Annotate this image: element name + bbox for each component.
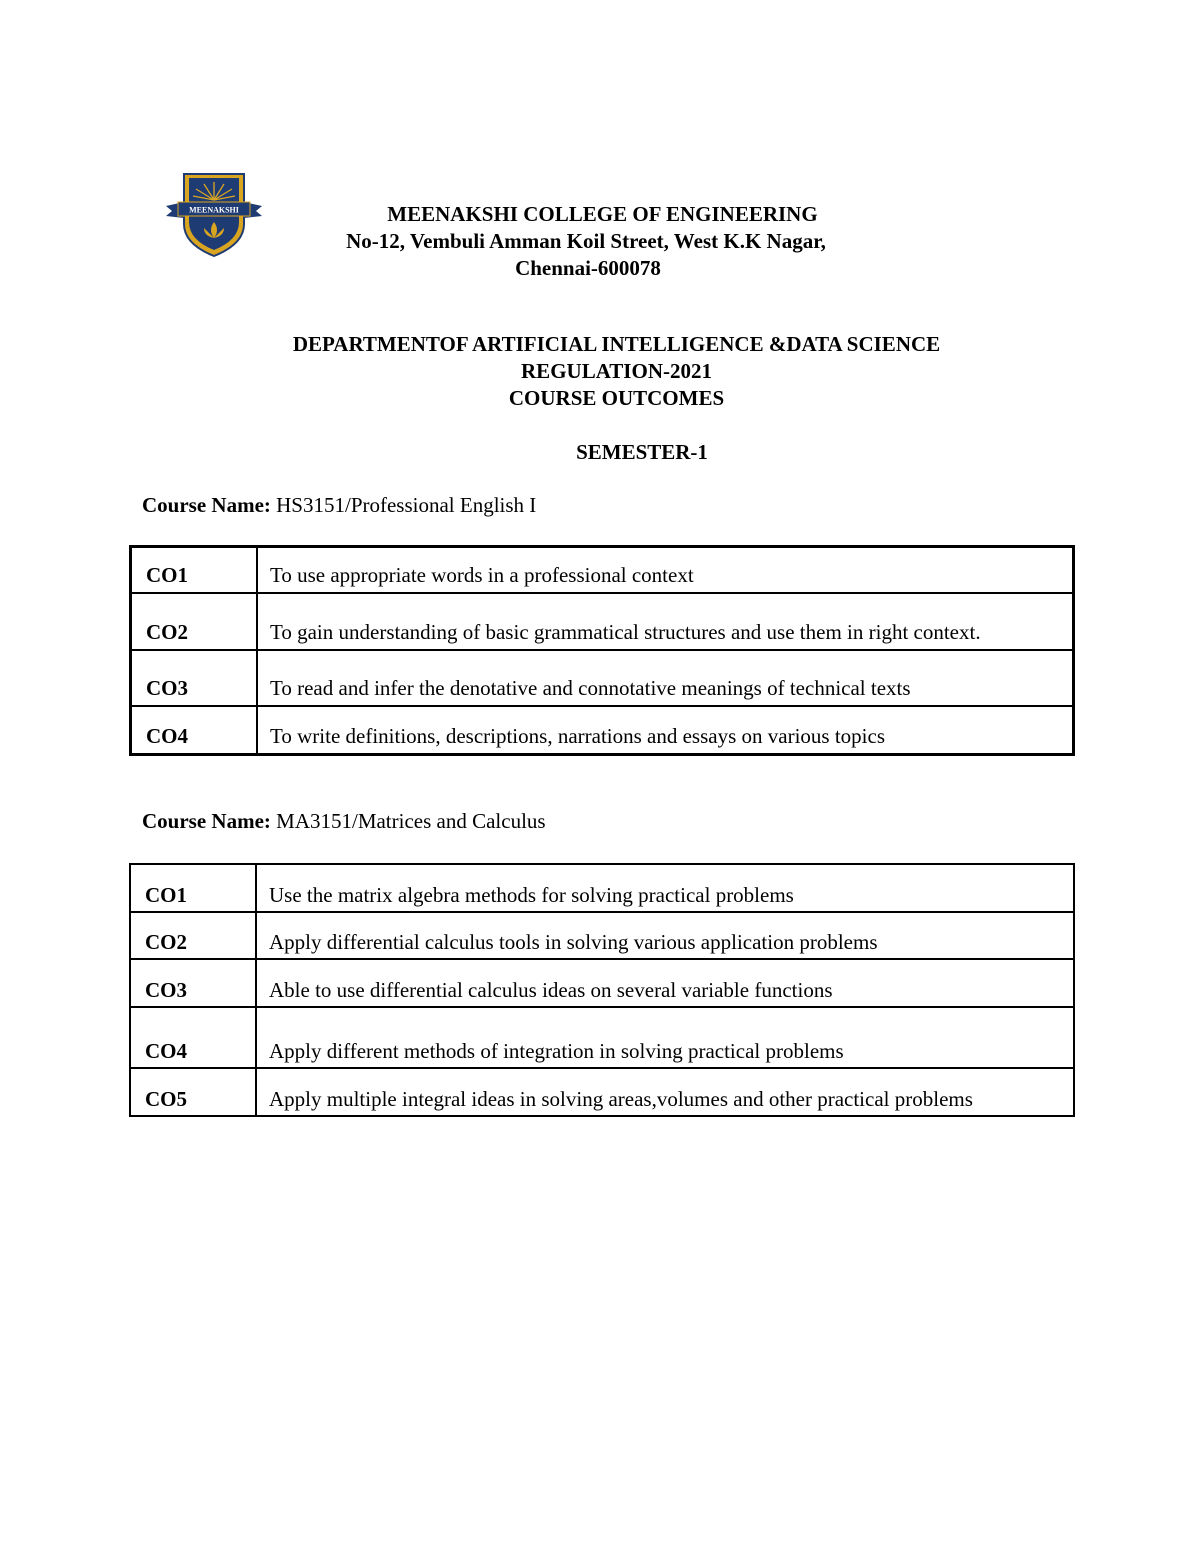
course-outcomes-table [129, 863, 1075, 1117]
table-row [130, 912, 1074, 959]
table-row [131, 650, 1074, 706]
table-row [131, 593, 1074, 650]
co-description: Apply differential calculus tools in solving various application problems [256, 912, 1074, 959]
co-code: CO3 [131, 650, 258, 706]
department-name: DEPARTMENTOF ARTIFICIAL INTELLIGENCE &DATA SCIENCE [292, 332, 941, 356]
college-address-line2: Chennai-600078 [515, 256, 661, 280]
table-row [130, 959, 1074, 1007]
co-description: Apply different methods of integration in solving practical problems [256, 1007, 1074, 1068]
co-code: CO4 [130, 1007, 256, 1068]
course-outcomes-title: COURSE OUTCOMES [508, 386, 725, 410]
course-name-value: HS3151/Professional English I [276, 493, 537, 517]
table-row [130, 1007, 1074, 1068]
course-outcomes-table [129, 545, 1075, 756]
course-name-label: Course Name: [142, 493, 271, 517]
co-description: Apply multiple integral ideas in solving areas,volumes and other practical problems [256, 1068, 1074, 1116]
course-name-line [142, 493, 536, 518]
table-row [131, 706, 1074, 755]
co-description: To write definitions, descriptions, narrations and essays on various topics [257, 706, 1074, 755]
table-row [131, 547, 1074, 593]
college-address-line1: No-12, Vembuli Amman Koil Street, West K.K Nagar, [346, 229, 826, 253]
table-row [130, 864, 1074, 912]
co-code: CO1 [130, 864, 256, 912]
co-code: CO4 [131, 706, 258, 755]
course-name-line [142, 809, 546, 834]
course-name-label: Course Name: [142, 809, 271, 833]
semester-heading [0, 439, 1200, 466]
co-description: Able to use differential calculus ideas on several variable functions [256, 959, 1074, 1007]
department-header [0, 331, 1200, 412]
co-description: To read and infer the denotative and connotative meanings of technical texts [257, 650, 1074, 706]
college-header [0, 201, 1200, 282]
co-code: CO2 [131, 593, 258, 650]
co-code: CO2 [130, 912, 256, 959]
co-description: Use the matrix algebra methods for solving practical problems [256, 864, 1074, 912]
co-code: CO3 [130, 959, 256, 1007]
co-code: CO1 [131, 547, 258, 593]
semester-label: SEMESTER-1 [576, 440, 708, 464]
co-description: To gain understanding of basic grammatical structures and use them in right context. [257, 593, 1074, 650]
regulation: REGULATION-2021 [521, 359, 712, 383]
table-row [130, 1068, 1074, 1116]
course-name-value: MA3151/Matrices and Calculus [276, 809, 546, 833]
logo-text: MEENAKSHI [189, 205, 239, 215]
co-description: To use appropriate words in a professional context [257, 547, 1074, 593]
co-code: CO5 [130, 1068, 256, 1116]
college-name: MEENAKSHI COLLEGE OF ENGINEERING [387, 202, 818, 226]
